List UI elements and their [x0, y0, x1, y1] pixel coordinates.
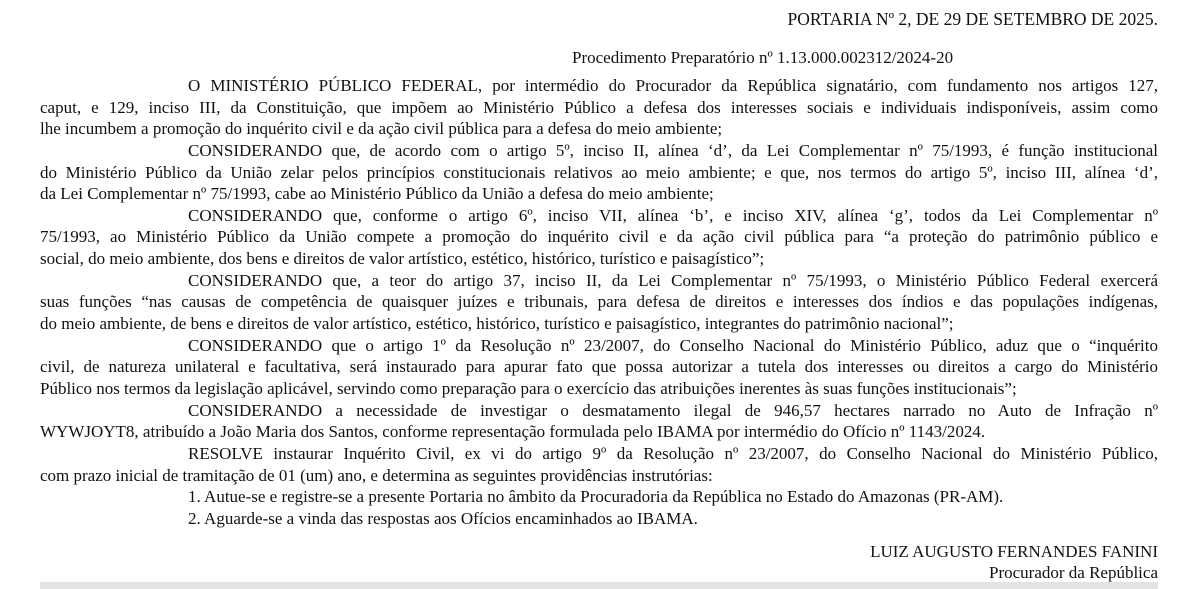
text-line: CONSIDERANDO que o artigo 1º da Resolução nº 23/2007, do Conselho Nacional do Ministério Público, aduz que o “inquérito [188, 335, 1158, 355]
document-body [40, 75, 1158, 529]
paragraph [40, 335, 1158, 400]
text-line: Público nos termos da legislação aplicável, servindo como preparação para o exercício das atribuições inerentes às suas funções institucionais”; [40, 378, 1017, 398]
text-line: CONSIDERANDO que, conforme o artigo 6º, inciso VII, alínea ‘b’, e inciso XIV, alínea ‘g’, todos da Lei Complementar nº [188, 205, 1158, 225]
paragraph [40, 443, 1158, 486]
list-item [40, 486, 1158, 508]
text-line: da Lei Complementar nº 75/1993, cabe ao Ministério Público da União a defesa do meio ambiente; [40, 184, 714, 204]
text-line: O MINISTÉRIO PÚBLICO FEDERAL, por intermédio do Procurador da República signatário, com fundamento nos artigos 127, [188, 76, 1158, 95]
paragraph [40, 205, 1158, 270]
signer-name: LUIZ AUGUSTO FERNANDES FANINI [870, 542, 1158, 561]
text-line: com prazo inicial de tramitação de 01 (um) ano, e determina as seguintes providências instrutórias: [40, 465, 713, 485]
text-line: CONSIDERANDO que, a teor do artigo 37, inciso II, da Lei Complementar nº 75/1993, o Ministério Público Federal exercerá [188, 270, 1158, 290]
paragraph [40, 75, 1158, 140]
text-line: civil, de natureza unilateral e facultativa, será instaurado para apurar fato que possa autorizar a tutela dos interesses ou direitos a cargo do Ministério [40, 357, 1158, 377]
document-title: PORTARIA Nº 2, DE 29 DE SETEMBRO DE 2025. [787, 9, 1158, 29]
text-line: suas funções “nas causas de competência de quaisquer juízes e tribunais, para defesa de direitos e interesses dos índios e das populações indígenas, [40, 292, 1158, 312]
text-line: WYWJOYT8, atribuído a João Maria dos Santos, conforme representação formulada pelo IBAMA por intermédio do Ofício nº 1143/2024. [40, 422, 986, 442]
signature-block [870, 541, 1158, 583]
procedure-number: Procedimento Preparatório nº 1.13.000.002312/2024-20 [572, 48, 954, 67]
paragraph [40, 140, 1158, 205]
text-line: 1. Autue-se e registre-se a presente Portaria no âmbito da Procuradoria da República no Estado do Amazonas (PR-AM). [188, 487, 1004, 507]
paragraph [40, 400, 1158, 443]
text-line: do Ministério Público da União zelar pelos princípios constitucionais relativos ao meio ambiente; e que, nos termos do artigo 5º, inciso III, alínea ‘d’, [40, 162, 1158, 182]
text-line: 75/1993, ao Ministério Público da União compete a promoção do inquérito civil e da ação civil pública para “a proteção do patrimônio público e [40, 227, 1158, 247]
signer-role: Procurador da República [989, 563, 1158, 582]
paragraph [40, 270, 1158, 335]
text-line: caput, e 129, inciso III, da Constituição, que impõem ao Ministério Público a defesa dos interesses sociais e individuais indisponíveis, assim como [40, 97, 1158, 117]
text-line: lhe incumbem a promoção do inquérito civil e da ação civil pública para a defesa do meio ambiente; [40, 119, 723, 139]
list-item [40, 508, 1158, 530]
text-line: CONSIDERANDO a necessidade de investigar o desmatamento ilegal de 946,57 hectares narrado no Auto de Infração nº [188, 400, 1158, 420]
text-line: CONSIDERANDO que, de acordo com o artigo 5º, inciso II, alínea ‘d’, da Lei Complementar nº 75/1993, é função institucional [188, 140, 1158, 160]
text-line: do meio ambiente, de bens e direitos de valor artístico, estético, histórico, turístico e paisagístico, integrantes do patrimônio nacional”; [40, 314, 954, 334]
text-line: RESOLVE instaurar Inquérito Civil, ex vi do artigo 9º da Resolução nº 23/2007, do Conselho Nacional do Ministério Público, [188, 443, 1158, 463]
text-line: 2. Aguarde-se a vinda das respostas aos Ofícios encaminhados ao IBAMA. [188, 508, 698, 528]
text-line: social, do meio ambiente, dos bens e direitos de valor artístico, estético, histórico, turístico e paisagístico”; [40, 249, 765, 269]
page-divider [40, 582, 1158, 589]
